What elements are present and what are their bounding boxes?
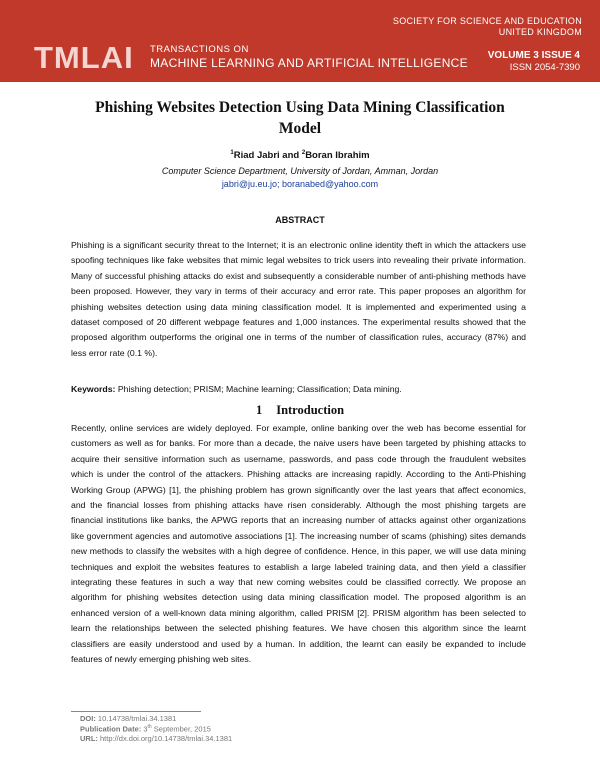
- affiliation: Computer Science Department, University of Jordan, Amman, Jordan: [161, 166, 439, 176]
- footer-pubdate: [80, 724, 211, 734]
- doi-value: 10.14738/tmlai.34.1381: [95, 714, 177, 723]
- author1: Riad Jabri and: [233, 150, 302, 162]
- transactions-line2: MACHINE LEARNING AND ARTIFICIAL INTELLIGENCE: [150, 56, 468, 70]
- title-line2: Model: [278, 120, 322, 137]
- journal-logo: TMLAI: [34, 40, 134, 75]
- introduction-text: Recently, online services are widely deployed. For example, online banking over the web has become essential for customers as well as for banks. For more than a decade, the naive users have been targeted by phishing attacks to acquire their sensitive information such as username, passwords, and pass code through the fraudulent websites which is under the control of the attackers. Phishing attacks are increasing rapidly. According to the Anti-Phishing Working Group (APWG) [1], the phishing problem has grown significantly over the last years that affect economics, and the financial losses from phishing attacks have risen considerably. Although the most phishing targets are financial institutions like banks, the APWG reports that an increasing number of attacks against other organizations like government agencies and automotive associations [1]. The increasing number of scams (phishing) sites demands new methods to classify the websites with a high degree of confidence. Hence, in this paper, we will use data mining techniques and exploit the websites features to establish a large labeled training data, and then yield a classifier integrating these features in such a way that new coming websites could be classified correctly. We propose an algorithm for phishing websites detection using data mining classification model. The proposed algorithm is an enhanced version of a well-known data mining algorithm, called PRISM [2]. PRISM algorithm has been selected to learn the relationships between the selected phishing features. We have chosen this algorithm since the learnt classifiers are easily understood and used by a human. In addition, the learnt can easily be expanded to include features of newly emerging phishing web sites.: [71, 423, 526, 665]
- author-emails[interactable]: jabri@ju.eu.jo; boranabed@yahoo.com: [221, 179, 379, 189]
- url-value[interactable]: http://dx.doi.org/10.14738/tmlai.34.1381: [97, 734, 233, 743]
- pubdate-day: 3: [141, 724, 148, 734]
- section-number: 1: [255, 403, 263, 417]
- footer-divider: [71, 711, 201, 712]
- keywords-list: Phishing detection; PRISM; Machine learning; Classification; Data mining.: [115, 384, 402, 394]
- abstract-heading: ABSTRACT: [275, 215, 325, 225]
- pubdate-sup: th: [147, 724, 152, 730]
- footer-url: [80, 734, 232, 743]
- pubdate-label: Publication Date:: [80, 724, 142, 734]
- footer-doi: [80, 714, 176, 723]
- section-heading: [0, 403, 600, 418]
- authors: [0, 150, 600, 161]
- transactions-line1: TRANSACTIONS ON: [150, 44, 249, 55]
- url-label: URL:: [80, 734, 98, 743]
- author2-sup: 2: [301, 150, 306, 156]
- society-line2: UNITED KINGDOM: [498, 27, 582, 37]
- volume-issue: VOLUME 3 ISSUE 4: [487, 50, 580, 61]
- keywords: [71, 382, 526, 397]
- pubdate-rest: September, 2015: [151, 724, 211, 734]
- journal-banner: [0, 0, 600, 82]
- title-line1: Phishing Websites Detection Using Data Mining Classification: [95, 99, 505, 116]
- paper-title: [60, 97, 540, 139]
- issn: ISSN 2054-7390: [509, 62, 580, 73]
- author2: Boran Ibrahim: [305, 150, 370, 162]
- abstract-text: Phishing is a significant security threat to the Internet; it is an electronic online identity theft in which the attackers use spoofing techniques like fake websites that mimic legal websites to trick users into revealing their private information. Many of successful phishing attacks do exist and subsequently a considerable number of anti-phishing methods have been proposed. However, they vary in terms of their accuracy and error rate. This paper proposes an algorithm for phishing websites detection using data mining classification model. It is implemented and experimented using a dataset composed of 20 different webpage features and 1,000 instances. The experimental results showed that the proposed algorithm outperforms the original one in terms of the number of classification rules, accuracy (87%) and less error rate (0.1 %).: [71, 240, 526, 358]
- doi-label: DOI:: [80, 714, 96, 723]
- section-title: Introduction: [276, 403, 345, 417]
- keywords-label: Keywords:: [71, 384, 116, 394]
- society-line1: SOCIETY FOR SCIENCE AND EDUCATION: [392, 16, 582, 26]
- author1-sup: 1: [230, 150, 234, 156]
